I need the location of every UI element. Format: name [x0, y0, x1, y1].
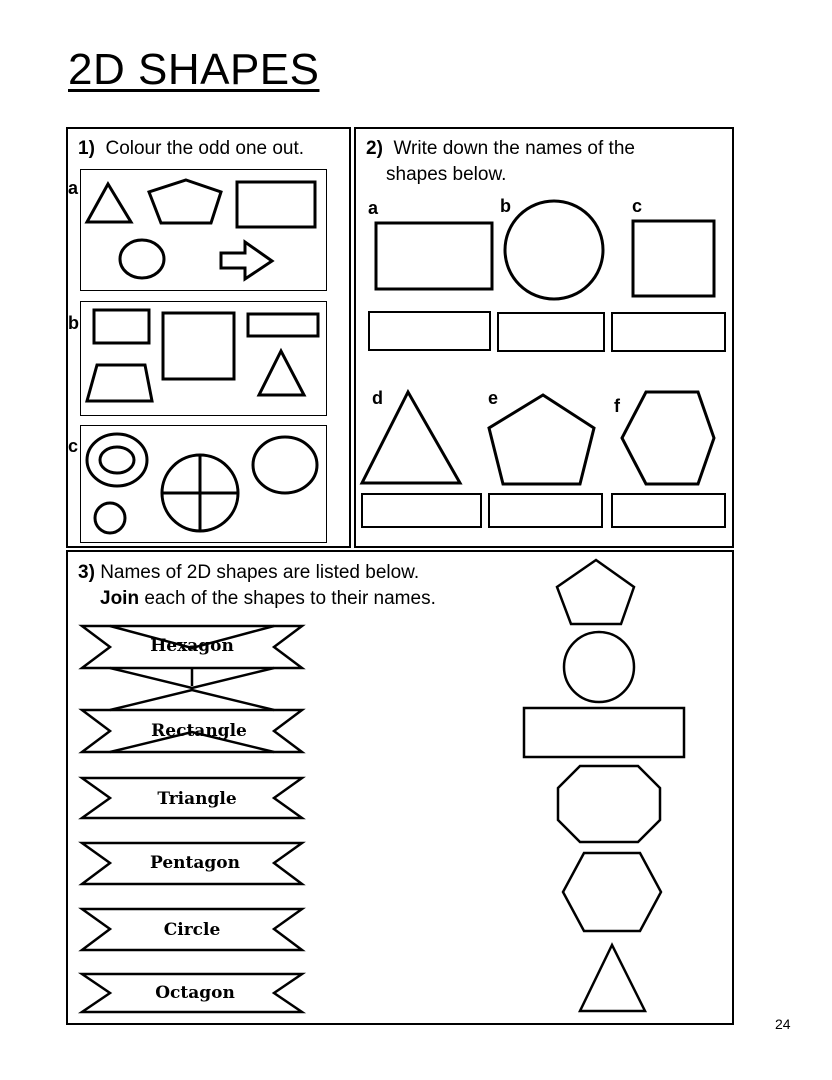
- name-banners: [78, 622, 310, 1022]
- answer-box-e[interactable]: [488, 493, 603, 528]
- concentric-oval-shape[interactable]: [87, 434, 147, 486]
- arrow-shape[interactable]: [221, 242, 272, 279]
- item-a-label: a: [368, 198, 379, 218]
- circle-shape[interactable]: [120, 240, 164, 278]
- group-a-label: a: [68, 178, 79, 198]
- small-rectangle-shape[interactable]: [94, 310, 149, 343]
- quartered-circle-shape[interactable]: [162, 455, 238, 531]
- pentagon-shape[interactable]: [557, 560, 634, 624]
- question-3-line1: Names of 2D shapes are listed below.: [100, 562, 420, 583]
- rectangle-shape[interactable]: [237, 182, 315, 227]
- item-e-label: e: [488, 388, 499, 408]
- group-b-shapes: [80, 301, 327, 416]
- question-3-prompt: [78, 560, 419, 586]
- circle-shape: [505, 201, 603, 299]
- question-1-number: 1): [78, 138, 95, 159]
- question-1-text: Colour the odd one out.: [105, 138, 305, 159]
- banner-label-hexagon: Hexagon: [150, 636, 234, 656]
- square-shape[interactable]: [163, 313, 234, 379]
- banner-hexagon[interactable]: [82, 626, 302, 686]
- question-2-line2: shapes below.: [386, 164, 507, 185]
- question-2-line1: Write down the names of the: [393, 138, 635, 159]
- join-shapes: [520, 555, 690, 1020]
- banner-label-octagon: Octagon: [155, 983, 235, 1003]
- triangle-shape[interactable]: [87, 184, 131, 222]
- item-c-label: c: [632, 196, 643, 216]
- banner-label-triangle: Triangle: [157, 789, 237, 809]
- small-circle-shape[interactable]: [95, 503, 125, 533]
- answer-box-c[interactable]: [611, 312, 726, 352]
- pentagon-shape[interactable]: [149, 180, 221, 223]
- rectangle-shape[interactable]: [524, 708, 684, 757]
- answer-box-a[interactable]: [368, 311, 491, 351]
- square-shape: [633, 221, 714, 296]
- answer-box-d[interactable]: [361, 493, 482, 528]
- triangle-shape[interactable]: [259, 351, 304, 395]
- item-d-label: d: [372, 388, 383, 408]
- item-b-label: b: [500, 196, 511, 216]
- page-title: 2D SHAPES: [68, 45, 320, 94]
- question-3-line2: [100, 586, 436, 612]
- group-c-shapes: [80, 425, 327, 543]
- group-c-label: c: [68, 436, 79, 456]
- pentagon-shape: [489, 395, 594, 484]
- hexagon-shape[interactable]: [563, 853, 661, 931]
- question-3-number: 3): [78, 562, 95, 583]
- circle-shape[interactable]: [253, 437, 317, 493]
- question-2-number: 2): [366, 138, 383, 159]
- rectangle-shape: [376, 223, 492, 289]
- item-f-label: f: [614, 396, 620, 416]
- question-3-join-word: Join: [100, 588, 140, 609]
- hexagon-shape: [622, 392, 714, 484]
- group-a-shapes: [80, 169, 327, 291]
- trapezium-shape[interactable]: [87, 365, 152, 401]
- triangle-shape[interactable]: [580, 945, 645, 1011]
- banner-label-rectangle: Rectangle: [151, 721, 247, 741]
- circle-shape[interactable]: [564, 632, 634, 702]
- banner-label-circle: Circle: [163, 920, 221, 940]
- question-3-line2-rest: each of the shapes to their names.: [139, 588, 436, 609]
- answer-box-b[interactable]: [497, 312, 605, 352]
- page-number: 24: [775, 1016, 791, 1032]
- question-1-prompt: [78, 136, 304, 162]
- octagon-shape[interactable]: [558, 766, 660, 842]
- group-b-label: b: [68, 313, 79, 333]
- banner-label-pentagon: Pentagon: [150, 853, 240, 873]
- thin-rectangle-shape[interactable]: [248, 314, 318, 336]
- answer-box-f[interactable]: [611, 493, 726, 528]
